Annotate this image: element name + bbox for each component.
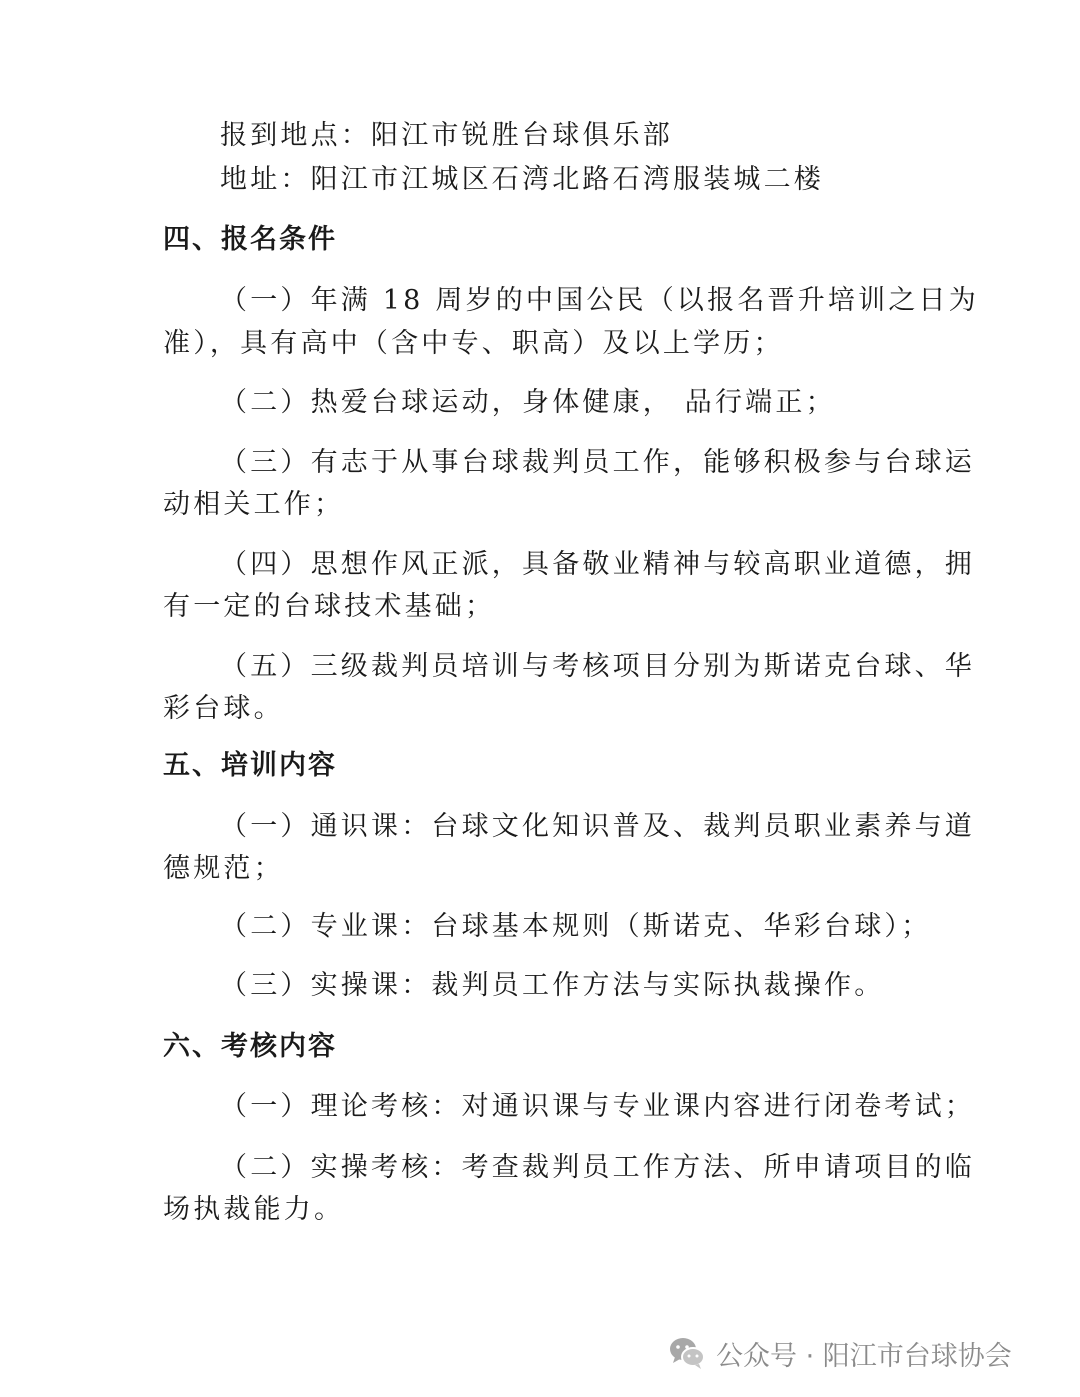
training-1-line-1: （一）通识课：台球文化知识普及、裁判员职业素养与道	[220, 811, 975, 842]
requirement-5-line-2: 彩台球。	[163, 693, 284, 724]
section-heading-assessment: 六、考核内容	[163, 1031, 337, 1062]
requirement-1-line-1: （一）年满 18 周岁的中国公民（以报名晋升培训之日为	[220, 285, 979, 316]
section-heading-training: 五、培训内容	[163, 750, 337, 781]
requirement-5-line-1: （五）三级裁判员培训与考核项目分别为斯诺克台球、华	[220, 651, 975, 682]
assessment-2-line-1: （二）实操考核：考查裁判员工作方法、所申请项目的临	[220, 1152, 975, 1183]
assessment-2-line-2: 场执裁能力。	[163, 1194, 345, 1225]
account-watermark	[668, 1330, 1012, 1376]
requirement-2: （二）热爱台球运动，身体健康， 品行端正；	[220, 387, 836, 418]
requirement-1-line-2: 准），具有高中（含中专、职高）及以上学历；	[163, 328, 784, 359]
watermark-text: 公众号 · 阳江市台球协会	[716, 1340, 1012, 1372]
registration-address: 地址：阳江市江城区石湾北路石湾服装城二楼	[220, 164, 824, 195]
section-heading-requirements: 四、报名条件	[163, 224, 337, 255]
requirement-4-line-1: （四）思想作风正派，具备敬业精神与较高职业道德，拥	[220, 549, 975, 580]
requirement-3-line-1: （三）有志于从事台球裁判员工作，能够积极参与台球运	[220, 447, 975, 478]
registration-location: 报到地点：阳江市锐胜台球俱乐部	[220, 120, 673, 151]
requirement-4-line-2: 有一定的台球技术基础；	[163, 591, 496, 622]
training-3: （三）实操课：裁判员工作方法与实际执裁操作。	[220, 970, 885, 1001]
assessment-1: （一）理论考核：对通识课与专业课内容进行闭卷考试；	[220, 1091, 975, 1122]
training-2: （二）专业课：台球基本规则（斯诺克、华彩台球）；	[220, 911, 932, 942]
requirement-3-line-2: 动相关工作；	[163, 489, 345, 520]
training-1-line-2: 德规范；	[163, 853, 284, 884]
wechat-icon	[668, 1336, 706, 1370]
